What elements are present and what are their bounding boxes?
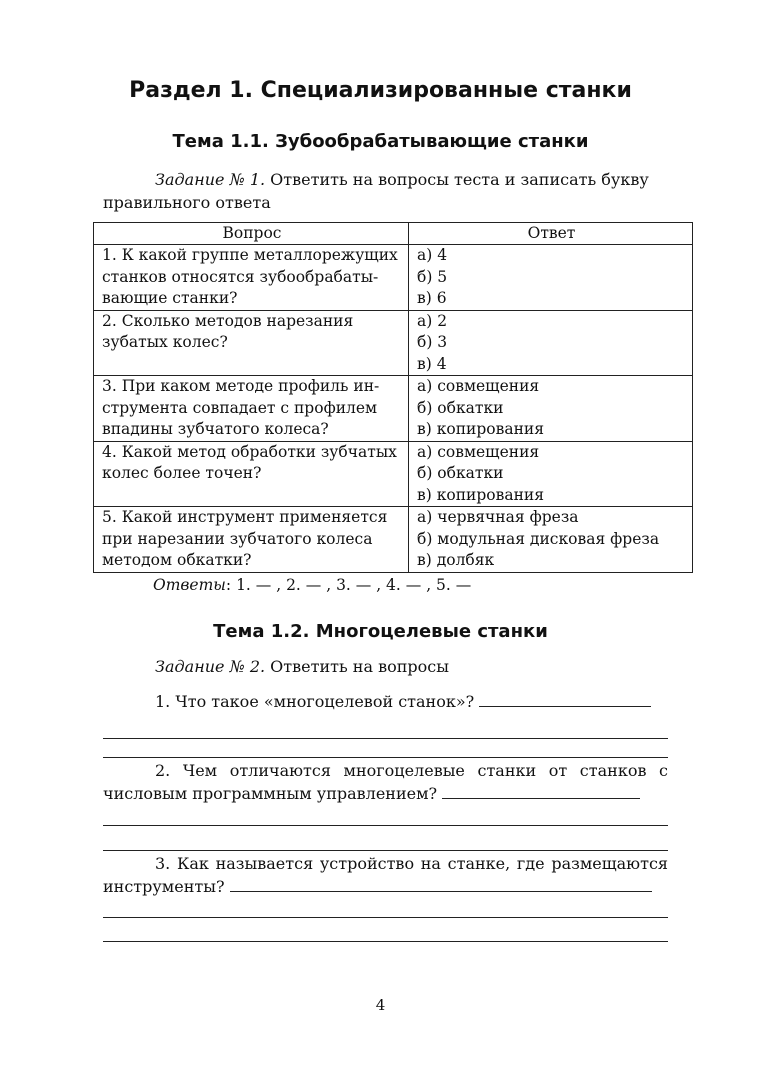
- task-2-label: Задание № 2.: [155, 657, 266, 676]
- options-cell: [409, 245, 693, 311]
- options-cell: [409, 376, 693, 442]
- options-cell: [409, 310, 693, 376]
- answer-blank[interactable]: [479, 690, 651, 707]
- question-line: 4. Какой метод обработки зубчатых: [102, 442, 397, 461]
- topic-2-title: Тема 1.2. Многоцелевые станки: [213, 621, 548, 642]
- question-line: колес более точен?: [102, 464, 262, 482]
- table-row: [94, 376, 693, 442]
- answers-blanks: : 1. — , 2. — , 3. — , 4. — , 5. —: [225, 576, 472, 594]
- task-1-text: [103, 168, 666, 214]
- question-line: 1. К какой группе металлорежущих: [102, 246, 398, 264]
- option-c: в) 6: [417, 289, 447, 307]
- table-row: [94, 507, 693, 573]
- question-1: [103, 690, 668, 713]
- answer-blank[interactable]: [230, 875, 652, 892]
- option-c: в) 4: [417, 354, 447, 373]
- question-line: вающие станки?: [102, 289, 238, 307]
- answer-line[interactable]: [103, 850, 668, 851]
- answer-line[interactable]: [103, 757, 668, 758]
- question-line: станков относятся зубообрабаты-: [102, 267, 379, 286]
- option-a: а) совмещения: [417, 377, 540, 395]
- answer-blank[interactable]: [442, 782, 640, 799]
- options-cell: [409, 507, 693, 573]
- option-b: б) модульная дисковая фреза: [417, 529, 660, 548]
- task-2-instruction: Ответить на вопросы: [265, 657, 449, 676]
- question-line: струмента совпадает с профилем: [102, 398, 378, 417]
- question-2-line-1: 2. Чем отличаются многоцелевые станки от станков с: [155, 761, 668, 780]
- option-a: а) 2: [417, 311, 448, 330]
- answer-line[interactable]: [103, 825, 668, 826]
- page-number: 4: [375, 996, 386, 1014]
- question-3: [103, 852, 668, 898]
- question-3-line-1: 3. Как называется устройство на станке, где размещаются: [155, 854, 668, 873]
- quiz-table: [93, 222, 693, 573]
- task-1-label: Задание № 1.: [155, 170, 266, 189]
- option-a: а) 4: [417, 246, 448, 264]
- option-c: в) долбяк: [417, 551, 495, 569]
- table-header-question: Вопрос: [94, 223, 409, 245]
- task-1-instruction: Ответить на вопросы теста и записать букву правильного ответа: [103, 170, 649, 212]
- question-line: зубатых колес?: [102, 333, 228, 351]
- section-title: Раздел 1. Специализированные станки: [129, 78, 632, 103]
- answers-row: [153, 576, 471, 594]
- question-line: 5. Какой инструмент применяется: [102, 508, 388, 526]
- question-3-line-2: инструменты?: [103, 877, 225, 896]
- option-c: в) копирования: [417, 485, 545, 504]
- table-row: [94, 441, 693, 507]
- option-b: б) обкатки: [417, 464, 504, 482]
- option-b: б) 5: [417, 267, 448, 286]
- question-1-text: 1. Что такое «многоцелевой станок»?: [155, 692, 475, 711]
- option-c: в) копирования: [417, 420, 545, 438]
- answer-line[interactable]: [103, 738, 668, 739]
- option-a: а) совмещения: [417, 442, 540, 461]
- question-cell: [94, 507, 409, 573]
- table-row: [94, 310, 693, 376]
- question-cell: [94, 376, 409, 442]
- task-2-text: [103, 655, 666, 678]
- question-line: впадины зубчатого колеса?: [102, 420, 329, 438]
- answers-label: Ответы: [153, 576, 226, 594]
- options-cell: [409, 441, 693, 507]
- question-line: 2. Сколько методов нарезания: [102, 311, 354, 330]
- question-line: при нарезании зубчатого колеса: [102, 529, 373, 548]
- answer-line[interactable]: [103, 941, 668, 942]
- question-line: методом обкатки?: [102, 551, 252, 569]
- option-a: а) червячная фреза: [417, 508, 579, 526]
- answer-line[interactable]: [103, 917, 668, 918]
- option-b: б) обкатки: [417, 398, 504, 417]
- topic-1-title: Тема 1.1. Зубообрабатывающие станки: [172, 131, 589, 152]
- question-cell: [94, 310, 409, 376]
- question-line: 3. При каком методе профиль ин-: [102, 377, 380, 395]
- question-2-line-2: числовым программным управлением?: [103, 784, 438, 803]
- question-cell: [94, 441, 409, 507]
- table-row: [94, 245, 693, 311]
- question-2: [103, 759, 668, 805]
- option-b: б) 3: [417, 333, 448, 351]
- table-header-answer: Ответ: [409, 223, 693, 245]
- question-cell: [94, 245, 409, 311]
